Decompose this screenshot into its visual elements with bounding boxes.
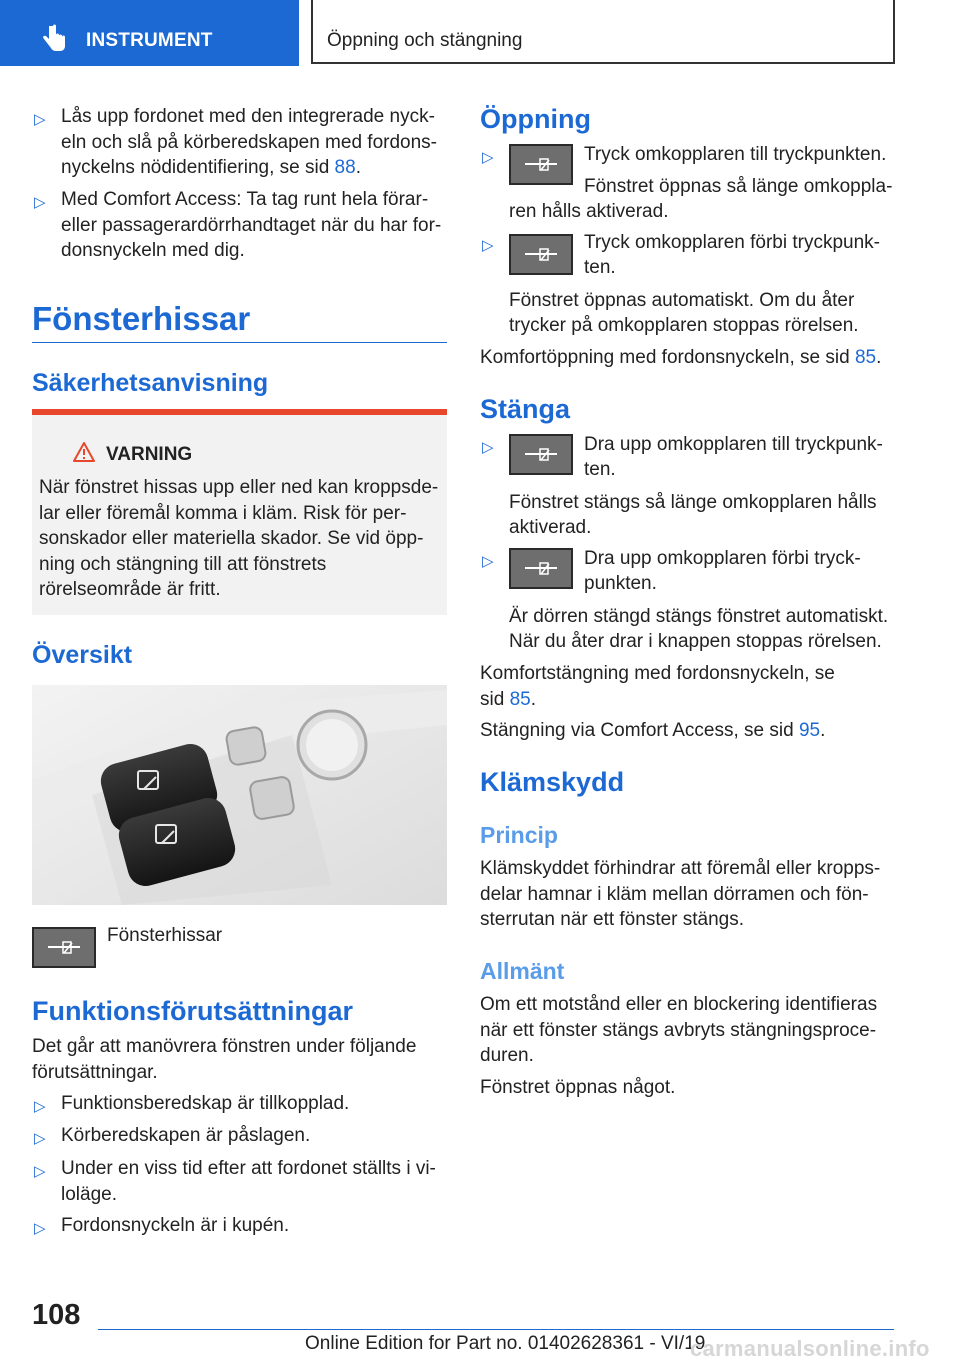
text-fragment: .	[820, 720, 826, 741]
heading-oppning: Öppning	[480, 104, 591, 134]
list-item	[61, 104, 451, 181]
heading-fonsterhissar: Fönsterhissar	[32, 300, 251, 337]
text-line: Med Comfort Access: Ta tag runt hela förar-	[61, 189, 429, 210]
text-line: Är dörren stängd stängs fönstret automatiskt.	[509, 606, 889, 627]
page-number: 108	[32, 1299, 81, 1331]
text-fragment: nyckelns nödidentifiering, se sid	[61, 157, 335, 178]
text-line	[61, 155, 451, 181]
triangle-bullet-icon: ▷	[482, 237, 494, 254]
text-line: sonskador eller materiella skador. Se vid öpp-	[39, 528, 424, 549]
text-line: lar eller föremål komma i kläm. Risk för per-	[39, 502, 407, 524]
text-line: aktiverad.	[509, 517, 592, 538]
warning-box	[32, 409, 447, 615]
heading-funktionsforutsattningar: Funktionsförutsättningar	[32, 996, 353, 1026]
paragraph	[480, 345, 881, 371]
text-line: Komfortstängning med fordonsnyckeln, se	[480, 663, 835, 684]
text-line: Dra upp omkopplaren förbi tryck-	[584, 548, 861, 569]
list-item	[61, 187, 451, 264]
page-link[interactable]: 95	[798, 720, 821, 741]
warning-triangle-icon	[72, 441, 96, 463]
watermark: carmanualsonline.info	[690, 1336, 930, 1361]
text-line: sterrutan när ett fönster stängs.	[480, 909, 745, 930]
text-fragment: .	[530, 688, 536, 710]
text-line: Lås upp fordonet med den integrerade nyck-	[61, 106, 435, 127]
text-line: delar hamnar i kläm mellan dörramen och fön-	[480, 883, 869, 905]
text-line: Fönstret öppnas så länge omkoppla-	[584, 176, 893, 197]
chapter-title: Öppning och stängning	[327, 30, 523, 51]
text-line: ten.	[584, 459, 616, 480]
footer-divider	[98, 1329, 894, 1330]
heading-allmant: Allmänt	[480, 958, 565, 984]
text-line: rörelseområde är fritt.	[39, 579, 221, 600]
window-switch-icon	[509, 548, 573, 589]
list-item: Fordonsnyckeln är i kupén.	[61, 1215, 290, 1236]
photo-caption: Fönsterhissar	[107, 925, 223, 946]
triangle-bullet-icon: ▷	[34, 194, 46, 211]
text-line: ning och stängning till att fönstrets	[39, 553, 327, 575]
text-line: Klämskyddet förhindrar att föremål eller kropps-	[480, 858, 881, 879]
text-line: Dra upp omkopplaren till tryckpunk-	[584, 434, 883, 455]
text-line: Under en viss tid efter att fordonet ställts i vi-	[61, 1158, 436, 1179]
list-item: Funktionsberedskap är tillkopplad.	[61, 1093, 350, 1114]
text-fragment: Stängning via Comfort Access, se sid	[480, 720, 799, 741]
text-line: ten.	[584, 257, 616, 278]
text-line: Tryck omkopplaren förbi tryckpunk-	[584, 232, 881, 253]
triangle-bullet-icon: ▷	[34, 1098, 46, 1115]
window-switch-photo	[32, 685, 447, 905]
heading-klamskydd: Klämskydd	[480, 767, 625, 797]
hand-pointer-icon	[40, 24, 66, 54]
page-link[interactable]: 85	[509, 688, 531, 710]
triangle-bullet-icon: ▷	[34, 1130, 46, 1147]
divider	[32, 342, 447, 343]
heading-princip: Princip	[480, 822, 558, 848]
triangle-bullet-icon: ▷	[482, 553, 494, 570]
text-line: Det går att manövrera fönstren under följande	[32, 1036, 417, 1057]
list-item: Körberedskapen är påslagen.	[61, 1125, 311, 1146]
text-line: Fönstret öppnas automatiskt. Om du åter	[509, 290, 855, 311]
text-line: donsnyckeln med dig.	[61, 240, 245, 261]
paragraph	[480, 856, 900, 933]
triangle-bullet-icon: ▷	[34, 1220, 46, 1237]
page-link[interactable]: 85	[854, 347, 877, 368]
text-line: eller passagerardörrhandtaget när du har for-	[61, 214, 442, 236]
window-switch-icon	[32, 927, 96, 968]
text-line: Om ett motstånd eller en blockering identifieras	[480, 994, 878, 1015]
text-fragment: .	[355, 157, 361, 178]
paragraph	[32, 1034, 452, 1085]
text-line: förutsättningar.	[32, 1061, 158, 1083]
text-line: När du åter drar i knappen stoppas rörelsen.	[509, 631, 882, 652]
text-line: loläge.	[61, 1183, 117, 1205]
paragraph	[480, 661, 835, 712]
text-fragment: .	[876, 347, 882, 368]
paragraph	[480, 718, 825, 744]
text-line: trycker på omkopplaren stoppas rörelsen.	[509, 315, 859, 336]
section-title: INSTRUMENT	[86, 30, 213, 51]
page-header	[311, 0, 895, 64]
text-fragment: Komfortöppning med fordonsnyckeln, se sid	[480, 347, 855, 368]
triangle-bullet-icon: ▷	[482, 439, 494, 456]
triangle-bullet-icon: ▷	[34, 111, 46, 128]
text-line: när ett fönster stängs avbryts stängningsproce-	[480, 1019, 877, 1041]
text-line: punkten.	[584, 573, 657, 594]
heading-stanga: Stänga	[480, 394, 571, 424]
text-line: När fönstret hissas upp eller ned kan kroppsde-	[39, 477, 439, 498]
paragraph: Fönstret öppnas något.	[480, 1077, 676, 1098]
triangle-bullet-icon: ▷	[34, 1163, 46, 1180]
window-switch-icon	[509, 144, 573, 185]
heading-oversikt: Översikt	[32, 641, 133, 669]
page-link[interactable]: 88	[334, 157, 356, 178]
list-item	[61, 1156, 451, 1207]
text-line: Tryck omkopplaren till tryckpunkten.	[584, 144, 887, 165]
window-switch-icon	[509, 234, 573, 275]
footer-edition: Online Edition for Part no. 01402628361 - VI/19	[305, 1333, 706, 1354]
text-line: duren.	[480, 1045, 534, 1066]
heading-sakerhetsanvisning: Säkerhetsanvisning	[32, 369, 269, 397]
text-fragment: sid	[480, 688, 510, 710]
text-line	[480, 687, 835, 713]
text-line: eln och slå på körberedskapen med fordons-	[61, 131, 438, 153]
text-line: ren hålls aktiverad.	[509, 201, 669, 222]
triangle-bullet-icon: ▷	[482, 149, 494, 166]
warning-title: VARNING	[106, 444, 193, 465]
text-line: Fönstret stängs så länge omkopplaren hålls	[509, 492, 877, 513]
window-switch-icon	[509, 434, 573, 475]
section-tab[interactable]	[0, 0, 299, 66]
paragraph	[480, 992, 900, 1069]
warning-text	[39, 475, 439, 603]
